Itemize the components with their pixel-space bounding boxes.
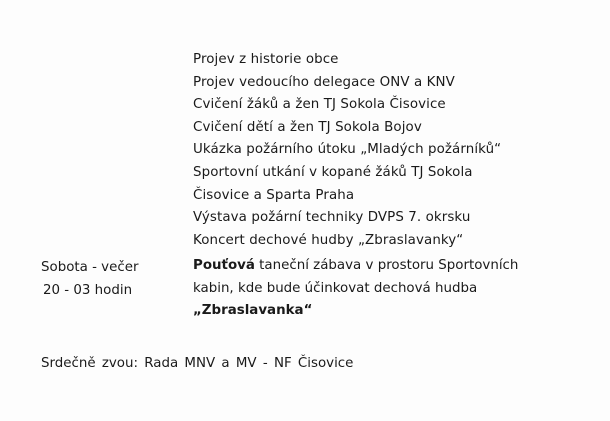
- saturday-schedule: [41, 257, 138, 302]
- program-item-sokol-cisovice-exercise: Cvičení žáků a žen TJ Sokola Čisovice: [193, 97, 446, 113]
- saturday-event-line-1-text: taneční zábava v prostoru Sportovních: [254, 258, 519, 273]
- program-item-football-match-teams: Čisovice a Sparta Praha: [193, 187, 355, 203]
- program-item-brass-band-concert: Koncert dechové hudby „Zbraslavanky“: [193, 232, 464, 248]
- saturday-event-line-1: [193, 255, 573, 278]
- saturday-event-band-name: „Zbraslavanka“: [193, 303, 313, 319]
- program-item-fire-attack-demo: Ukázka požárního útoku „Mladých požárníků“: [193, 142, 502, 158]
- program-item-delegation-speech: Projev vedoucího delegace ONV a KNV: [193, 74, 455, 90]
- program-item-football-match: Sportovní utkání v kopané žáků TJ Sokola: [193, 164, 473, 180]
- saturday-time-label: 20 - 03 hodin: [43, 282, 133, 298]
- saturday-day-label: Sobota - večer: [41, 260, 139, 275]
- program-item-history-speech: Projev z historie obce: [193, 52, 339, 67]
- saturday-event-line-2: kabin, kde bude účinkovat dechová hudba: [193, 280, 478, 296]
- invitation-signature: Srdečně zvou: Rada MNV a MV - NF Čisovice: [41, 356, 354, 371]
- program-list: [193, 49, 501, 252]
- saturday-event-title: Pouťová: [193, 258, 255, 273]
- program-item-sokol-bojov-exercise: Cvičení dětí a žen TJ Sokola Bojov: [193, 119, 422, 135]
- program-item-fire-equipment-exhibition: Výstava požární techniky DVPS 7. okrsku: [193, 210, 471, 226]
- saturday-event-description: [193, 255, 573, 323]
